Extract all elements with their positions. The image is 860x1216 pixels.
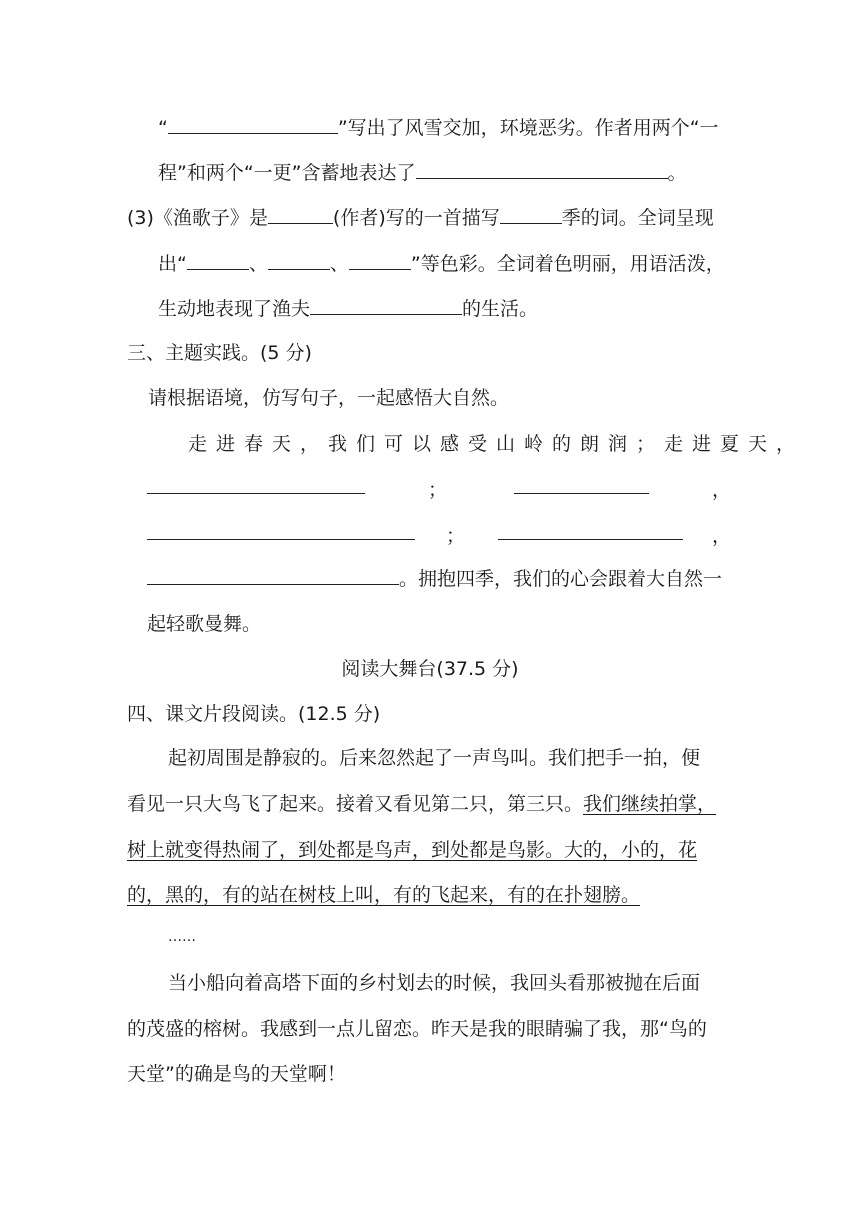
underlined-sentence: 的，黑的，有的站在树枝上叫，有的飞起来，有的在扑翅膀。: [127, 884, 641, 906]
q2-line2: [158, 160, 687, 185]
section3-instruction: 请根据语境，仿写句子，一起感悟大自然。: [148, 387, 510, 409]
passage-line: 起初周围是静寂的。后来忽然起了一声鸟叫。我们把手一拍，便: [168, 747, 701, 769]
underlined-sentence: 我们继续拍掌，: [583, 793, 717, 815]
answer-blank[interactable]: [147, 521, 415, 540]
answer-blank[interactable]: [168, 115, 338, 134]
q3-text: ”等色彩。全词着色明丽，用语活泼，: [410, 253, 725, 275]
answer-blank[interactable]: [187, 251, 249, 270]
q3-line3: [158, 296, 538, 321]
comma: ，: [712, 479, 732, 501]
q2-text: 程”和两个“一更”含蓄地表达了: [158, 162, 416, 184]
answer-blank[interactable]: [500, 205, 562, 224]
passage-text: 看见一只大鸟飞了起来。接着又看见第二只，第三只。: [127, 793, 584, 815]
answer-blank[interactable]: [514, 475, 649, 494]
q3-text: 的生活。: [462, 298, 539, 320]
q2-line1: [158, 115, 719, 140]
section3-text: 。拥抱四季，我们的心会跟着大自然一: [399, 568, 723, 590]
underlined-sentence: 树上就变得热闹了，到处都是鸟声，到处都是鸟影。大的，小的，花: [127, 839, 698, 861]
answer-blank[interactable]: [268, 251, 330, 270]
section3-heading: 三、主题实践。(5 分): [127, 342, 312, 364]
answer-blank[interactable]: [349, 251, 411, 270]
answer-blank[interactable]: [416, 160, 668, 179]
passage-line: [127, 792, 716, 816]
q3-text: (作者)写的一首描写: [332, 207, 500, 229]
passage-line: 当小船向着高塔下面的乡村划去的时候，我回头看那被抛在后面: [168, 972, 701, 994]
q3-text: 生动地表现了渔夫: [158, 298, 311, 320]
passage-line: 天堂”的确是鸟的天堂啊！: [127, 1063, 346, 1085]
section3-prompt: 走进春天，我们可以感受山岭的朗润；走进夏天，: [188, 433, 805, 455]
separator: 、: [248, 253, 268, 275]
q3-text: 出“: [158, 253, 187, 275]
answer-blank[interactable]: [498, 521, 683, 540]
section3-ending-line2: 起轻歌曼舞。: [147, 613, 262, 635]
period: 。: [667, 162, 687, 184]
q3-line1: [127, 205, 714, 230]
answer-blank[interactable]: [268, 205, 333, 224]
semicolon: ；: [428, 479, 448, 501]
comma: ，: [712, 525, 732, 547]
q3-text: (3)《渔歌子》是: [127, 207, 268, 229]
q2-text: ”写出了风雪交加，环境恶劣。作者用两个“一: [337, 117, 719, 139]
quote-open: “: [158, 117, 168, 139]
answer-blank[interactable]: [310, 296, 462, 315]
q3-line2: [158, 251, 725, 276]
section4-heading: 四、课文片段阅读。(12.5 分): [127, 703, 381, 725]
ellipsis: ……: [168, 929, 196, 945]
passage-line: 的茂盛的榕树。我感到一点儿留恋。昨天是我的眼睛骗了我，那“鸟的: [127, 1018, 707, 1040]
answer-blank[interactable]: [147, 566, 399, 585]
q3-text: 季的词。全词呈现: [561, 207, 714, 229]
separator: 、: [329, 253, 349, 275]
section3-ending-line: [147, 566, 722, 591]
answer-blank[interactable]: [147, 475, 365, 494]
semicolon: ；: [446, 525, 466, 547]
reading-section-title: 阅读大舞台(37.5 分): [341, 658, 519, 680]
